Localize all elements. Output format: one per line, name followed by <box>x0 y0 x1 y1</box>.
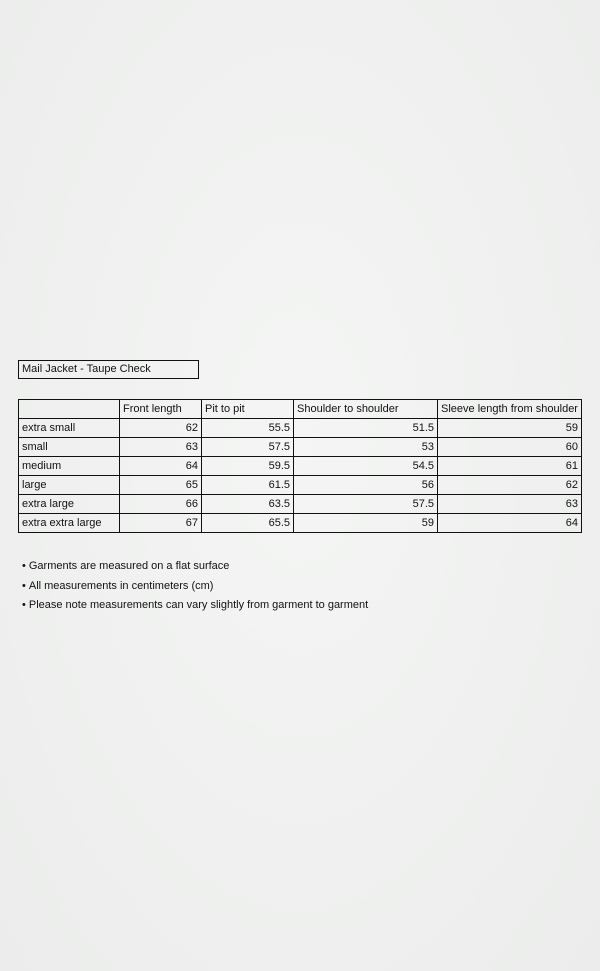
table-row <box>19 457 582 476</box>
table-row <box>19 514 582 533</box>
bullet-marker: • <box>22 599 26 611</box>
size-label: extra large <box>19 495 120 514</box>
header-sleeve-length: Sleeve length from shoulder <box>438 400 582 419</box>
shoulder-value: 59 <box>294 514 438 533</box>
front-length-value: 65 <box>120 476 202 495</box>
front-length-value: 64 <box>120 457 202 476</box>
front-length-value: 62 <box>120 419 202 438</box>
list-item <box>22 577 368 597</box>
pit-to-pit-value: 65.5 <box>202 514 294 533</box>
bullet-marker: • <box>22 579 26 592</box>
shoulder-value: 56 <box>294 476 438 495</box>
note-text: Please note measurements can vary slightly from garment to garment <box>28 599 369 611</box>
shoulder-value: 51.5 <box>294 419 438 438</box>
size-label: small <box>19 438 120 457</box>
size-chart-table <box>18 399 582 533</box>
size-label: medium <box>19 457 120 476</box>
sleeve-value: 59 <box>438 419 582 438</box>
list-item <box>22 557 368 577</box>
front-length-value: 67 <box>120 514 202 533</box>
table-row <box>19 476 582 495</box>
shoulder-value: 57.5 <box>294 495 438 514</box>
sleeve-value: 62 <box>438 476 582 495</box>
pit-to-pit-value: 63.5 <box>202 495 294 514</box>
header-pit-to-pit: Pit to pit <box>202 400 294 419</box>
table-row <box>19 438 582 457</box>
note-text: Garments are measured on a flat surface <box>28 560 230 572</box>
measurement-notes <box>22 557 368 616</box>
front-length-value: 63 <box>120 438 202 457</box>
pit-to-pit-value: 55.5 <box>202 419 294 438</box>
table-row <box>19 495 582 514</box>
size-label: extra extra large <box>19 514 120 533</box>
table-header-row <box>19 400 582 419</box>
pit-to-pit-value: 59.5 <box>202 457 294 476</box>
note-text: All measurements in centimeters (cm) <box>28 579 214 592</box>
header-size <box>19 400 120 419</box>
table-row <box>19 419 582 438</box>
size-label: extra small <box>19 419 120 438</box>
bullet-marker: • <box>22 560 26 572</box>
front-length-value: 66 <box>120 495 202 514</box>
product-title: Mail Jacket - Taupe Check <box>18 360 199 379</box>
sleeve-value: 60 <box>438 438 582 457</box>
pit-to-pit-value: 61.5 <box>202 476 294 495</box>
sleeve-value: 61 <box>438 457 582 476</box>
list-item <box>22 596 368 616</box>
pit-to-pit-value: 57.5 <box>202 438 294 457</box>
header-shoulder-to-shoulder: Shoulder to shoulder <box>294 400 438 419</box>
shoulder-value: 53 <box>294 438 438 457</box>
header-front-length: Front length <box>120 400 202 419</box>
shoulder-value: 54.5 <box>294 457 438 476</box>
size-label: large <box>19 476 120 495</box>
sleeve-value: 64 <box>438 514 582 533</box>
sleeve-value: 63 <box>438 495 582 514</box>
